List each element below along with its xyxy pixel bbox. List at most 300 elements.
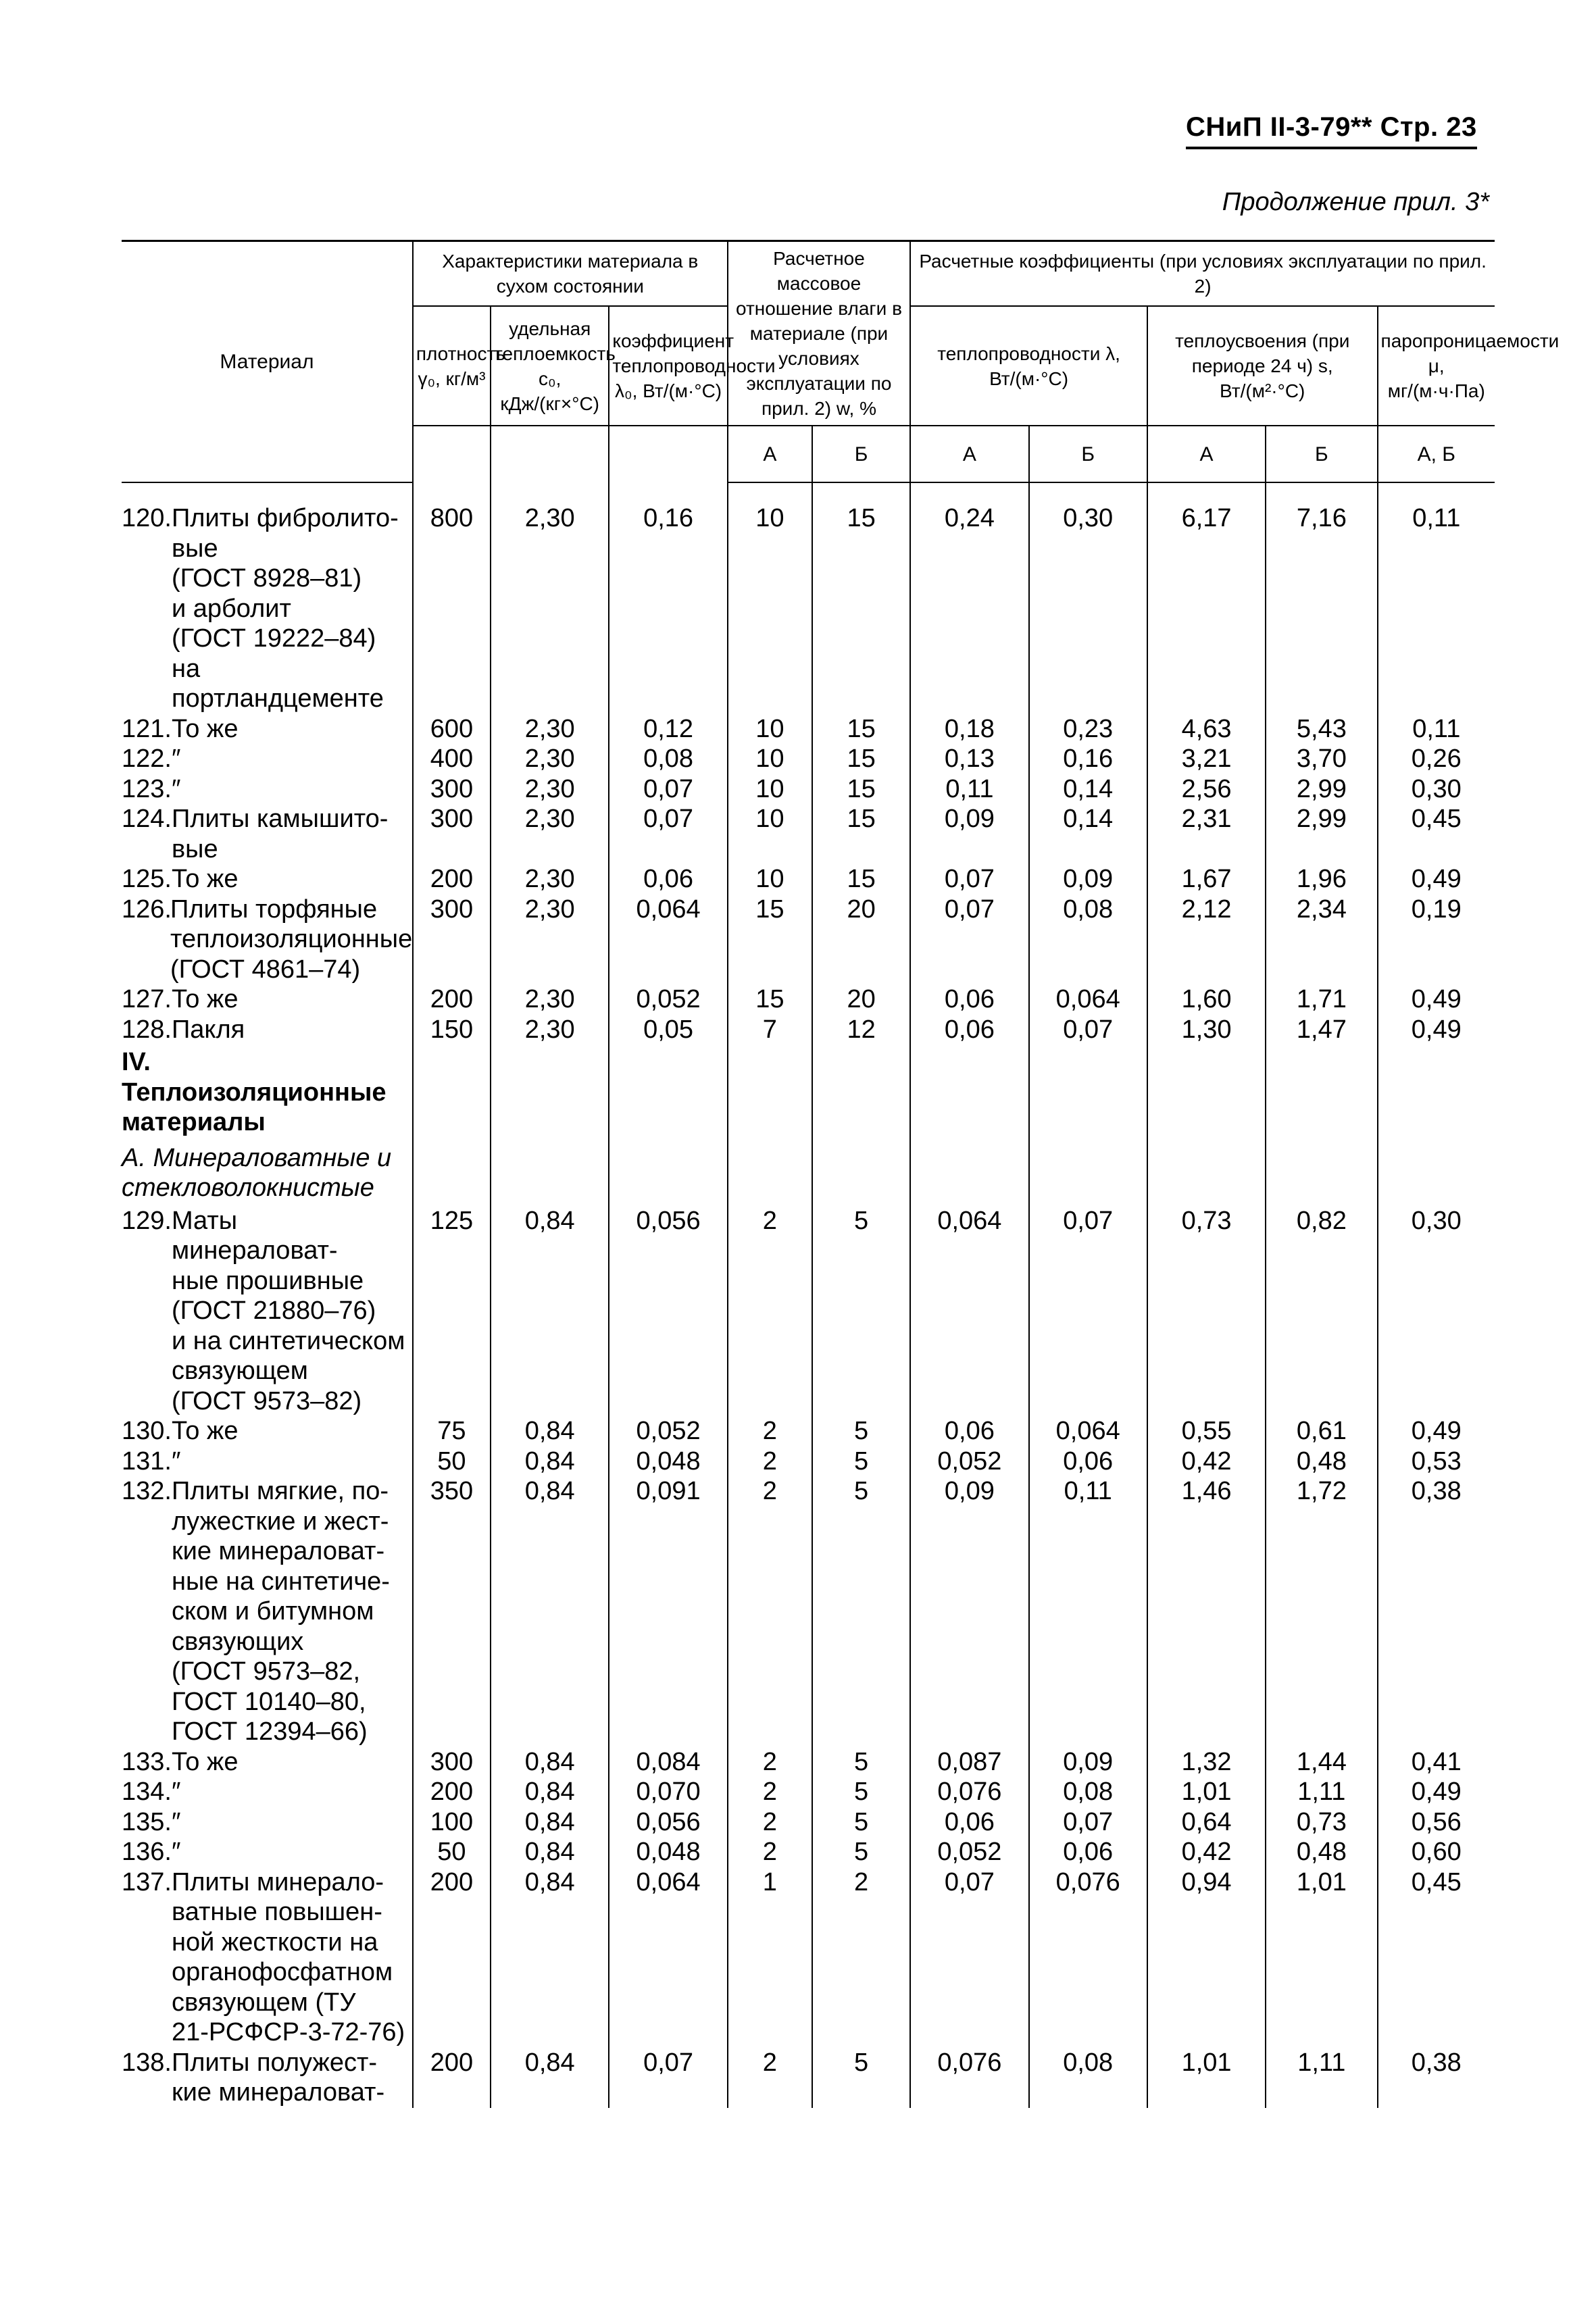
cell-moisture-a: 2: [728, 1837, 812, 1867]
cell-heat-capacity: [491, 1045, 609, 1140]
table-row: [122, 774, 1495, 805]
row-number: 124.: [122, 805, 172, 833]
cell-lambda-b: [1029, 1140, 1147, 1206]
cell-s-a: [1147, 1045, 1266, 1140]
material-name-line: и на синтетическом: [171, 1326, 405, 1355]
cell-heat-capacity: 0,84: [491, 1747, 609, 1778]
cell-s-a: [1147, 1140, 1266, 1206]
row-number: 120.: [122, 504, 172, 532]
continuation-note: Продолжение прил. 3*: [1222, 188, 1489, 216]
material-name-line: органофосфатном: [171, 1958, 393, 1986]
table-row: [122, 503, 1495, 714]
cell-moisture-a: 2: [728, 1747, 812, 1778]
material-name: [172, 1867, 408, 2048]
cell-mu: 0,56: [1378, 1807, 1495, 1838]
row-number: 127.: [122, 985, 172, 1013]
cell-lambda-b: 0,07: [1029, 1015, 1147, 1045]
cell-lambda-b: 0,06: [1029, 1837, 1147, 1867]
header-letter-w-b: Б: [812, 426, 910, 482]
spacer-cell: [1029, 482, 1147, 503]
cell-s-b: 2,99: [1266, 774, 1377, 805]
material-name: [172, 503, 408, 714]
page-header: СНиП II-3-79** Стр. 23: [1186, 112, 1477, 149]
cell-density: 100: [413, 1807, 491, 1838]
cell-s-b: 3,70: [1266, 744, 1377, 774]
material-cell: [122, 1206, 413, 1417]
cell-heat-capacity: 0,84: [491, 1206, 609, 1417]
cell-conductivity-dry: 0,048: [609, 1447, 727, 1477]
table-spacer-row: [122, 482, 1495, 503]
cell-moisture-b: 20: [812, 895, 910, 985]
cell-s-a: 2,56: [1147, 774, 1266, 805]
cell-lambda-a: 0,052: [910, 1837, 1028, 1867]
cell-lambda-a: 0,07: [910, 1867, 1028, 2048]
material-cell: [122, 2048, 413, 2108]
section-title-text: А. Минераловатные и стекловолокнистые: [122, 1143, 392, 1202]
cell-moisture-a: 2: [728, 1416, 812, 1447]
cell-moisture-b: 5: [812, 1807, 910, 1838]
cell-lambda-a: [910, 1140, 1028, 1206]
material-name-line: ″: [171, 745, 181, 773]
cell-lambda-b: 0,076: [1029, 1867, 1147, 2048]
table-row: [122, 1807, 1495, 1838]
cell-mu: 0,49: [1378, 984, 1495, 1015]
material-name-line: (ГОСТ 19222–84): [171, 624, 376, 653]
cell-lambda-a: 0,07: [910, 895, 1028, 985]
material-cell: [122, 1015, 413, 1045]
cell-s-a: 0,73: [1147, 1206, 1266, 1417]
row-number: 134.: [122, 1778, 172, 1806]
table-row: [122, 1206, 1495, 1417]
material-name-line: То же: [171, 714, 239, 743]
cell-s-b: 7,16: [1266, 503, 1377, 714]
header-heat-capacity: удельная теплоемкость c₀, кДж/(кг×°C): [491, 306, 609, 426]
spacer-cell: [728, 482, 812, 503]
cell-lambda-b: 0,08: [1029, 2048, 1147, 2108]
cell-conductivity-dry: 0,07: [609, 774, 727, 805]
cell-s-a: 0,42: [1147, 1837, 1266, 1867]
section-row: [122, 1140, 1495, 1206]
header-letter-s-b: Б: [1266, 426, 1377, 482]
header-conductivity-dry: коэффициент теплопроводности λ₀, Вт/(м·°C): [609, 306, 727, 426]
cell-moisture-b: 5: [812, 1416, 910, 1447]
section-title: [122, 1140, 413, 1206]
cell-heat-capacity: 2,30: [491, 503, 609, 714]
cell-s-b: [1266, 1140, 1377, 1206]
cell-s-a: 1,30: [1147, 1015, 1266, 1045]
cell-s-a: 1,01: [1147, 1777, 1266, 1807]
material-name: [172, 1206, 408, 1417]
cell-lambda-a: 0,06: [910, 1416, 1028, 1447]
cell-moisture-a: 2: [728, 1447, 812, 1477]
cell-mu: 0,49: [1378, 1015, 1495, 1045]
cell-s-b: 2,99: [1266, 804, 1377, 864]
header-density: плотность γ₀, кг/м³: [413, 306, 491, 426]
cell-s-a: 1,32: [1147, 1747, 1266, 1778]
spacer-cell: [1266, 482, 1377, 503]
cell-moisture-b: 15: [812, 774, 910, 805]
material-name-line: и арболит: [171, 594, 291, 623]
cell-lambda-b: 0,09: [1029, 864, 1147, 895]
cell-heat-capacity: 2,30: [491, 984, 609, 1015]
table-row: [122, 1837, 1495, 1867]
cell-s-b: 1,47: [1266, 1015, 1377, 1045]
cell-moisture-a: 10: [728, 714, 812, 745]
cell-s-a: 0,64: [1147, 1807, 1266, 1838]
cell-heat-capacity: 2,30: [491, 864, 609, 895]
cell-lambda-b: 0,08: [1029, 895, 1147, 985]
cell-lambda-a: 0,06: [910, 1015, 1028, 1045]
cell-lambda-a: 0,052: [910, 1447, 1028, 1477]
cell-s-a: 3,21: [1147, 744, 1266, 774]
cell-moisture-b: 5: [812, 2048, 910, 2108]
material-name-line: вые: [171, 834, 218, 863]
cell-moisture-a: 7: [728, 1015, 812, 1045]
cell-mu: 0,49: [1378, 1416, 1495, 1447]
header-mu: паропроницаемости μ, мг/(м·ч·Па): [1378, 306, 1495, 426]
material-cell: [122, 1747, 413, 1778]
material-name-line: вые: [171, 534, 218, 563]
material-name-line: ГОСТ 10140–80,: [171, 1687, 366, 1716]
cell-moisture-b: [812, 1140, 910, 1206]
cell-mu: 0,30: [1378, 1206, 1495, 1417]
material-cell: [122, 804, 413, 864]
cell-mu: 0,11: [1378, 503, 1495, 714]
cell-density: 300: [413, 804, 491, 864]
cell-s-a: 1,60: [1147, 984, 1266, 1015]
header-letter-lambda-a: А: [910, 426, 1028, 482]
cell-moisture-b: 5: [812, 1447, 910, 1477]
row-number: 130.: [122, 1417, 172, 1445]
cell-s-a: 6,17: [1147, 503, 1266, 714]
header-coef-group: Расчетные коэффициенты (при условиях эксплуатации по прил. 2): [910, 241, 1495, 307]
spacer-cell: [122, 482, 413, 503]
cell-conductivity-dry: 0,091: [609, 1476, 727, 1747]
cell-lambda-b: 0,11: [1029, 1476, 1147, 1747]
cell-lambda-a: 0,13: [910, 744, 1028, 774]
material-name-line: ные прошивные: [171, 1266, 364, 1295]
cell-moisture-b: 20: [812, 984, 910, 1015]
spacer-cell: [1147, 482, 1266, 503]
table-row: [122, 1416, 1495, 1447]
material-name-line: ″: [171, 1838, 181, 1866]
cell-lambda-b: 0,14: [1029, 774, 1147, 805]
row-number: 121.: [122, 714, 172, 743]
cell-s-a: 1,67: [1147, 864, 1266, 895]
cell-conductivity-dry: 0,084: [609, 1747, 727, 1778]
row-number: 132.: [122, 1477, 172, 1505]
header-letter-lambda-b: Б: [1029, 426, 1147, 482]
cell-moisture-b: 15: [812, 503, 910, 714]
header-empty-2: [491, 426, 609, 482]
cell-heat-capacity: 2,30: [491, 1015, 609, 1045]
spacer-cell: [812, 482, 910, 503]
header-moisture: Расчетное массовое отношение влаги в материале (при условиях эксплуатации по прил. 2) w, %: [728, 241, 911, 426]
cell-s-a: 4,63: [1147, 714, 1266, 745]
cell-conductivity-dry: [609, 1140, 727, 1206]
material-name: [172, 1837, 408, 1867]
cell-conductivity-dry: 0,064: [609, 1867, 727, 2048]
table-row: [122, 1867, 1495, 2048]
cell-conductivity-dry: 0,07: [609, 804, 727, 864]
cell-mu: 0,19: [1378, 895, 1495, 985]
cell-lambda-b: 0,08: [1029, 1777, 1147, 1807]
material-name-line: кие минераловат-: [171, 1537, 385, 1565]
section-row: [122, 1045, 1495, 1140]
cell-moisture-a: 1: [728, 1867, 812, 2048]
cell-lambda-b: 0,064: [1029, 1416, 1147, 1447]
cell-lambda-b: 0,06: [1029, 1447, 1147, 1477]
material-name-line: на портландцементе: [171, 654, 384, 713]
cell-s-a: 0,94: [1147, 1867, 1266, 2048]
cell-conductivity-dry: 0,06: [609, 864, 727, 895]
material-name: [172, 714, 408, 745]
cell-lambda-a: 0,076: [910, 2048, 1028, 2108]
material-name-line: (ГОСТ 9573–82,: [171, 1657, 361, 1686]
cell-lambda-a: 0,06: [910, 1807, 1028, 1838]
material-cell: [122, 774, 413, 805]
cell-moisture-a: 10: [728, 864, 812, 895]
cell-density: 200: [413, 1867, 491, 2048]
cell-moisture-a: 10: [728, 804, 812, 864]
table-row: [122, 744, 1495, 774]
material-name: [172, 1476, 408, 1747]
cell-moisture-b: [812, 1045, 910, 1140]
header-material: Материал: [122, 241, 413, 483]
row-number: 129.: [122, 1206, 172, 1235]
cell-mu: 0,49: [1378, 1777, 1495, 1807]
material-name-line: 21-РСФСР-3-72-76): [171, 2018, 405, 2046]
material-cell: [122, 1807, 413, 1838]
cell-s-b: 0,61: [1266, 1416, 1377, 1447]
material-name-line: теплоизоляционные: [170, 925, 413, 953]
material-name: [172, 804, 408, 864]
material-name: [172, 1747, 408, 1778]
material-name-line: ″: [171, 1778, 181, 1806]
cell-s-a: 0,55: [1147, 1416, 1266, 1447]
cell-density: 50: [413, 1837, 491, 1867]
row-number: 125.: [122, 865, 172, 893]
cell-s-b: 0,48: [1266, 1447, 1377, 1477]
material-name-line: ″: [171, 1447, 181, 1476]
material-name-line: Плиты фибролито-: [171, 504, 399, 532]
header-empty-3: [609, 426, 727, 482]
cell-lambda-a: 0,07: [910, 864, 1028, 895]
cell-density: 150: [413, 1015, 491, 1045]
cell-density: 200: [413, 2048, 491, 2108]
cell-density: 350: [413, 1476, 491, 1747]
cell-density: 125: [413, 1206, 491, 1417]
cell-heat-capacity: 0,84: [491, 1867, 609, 2048]
cell-density: [413, 1045, 491, 1140]
cell-moisture-a: 15: [728, 895, 812, 985]
cell-moisture-a: 10: [728, 503, 812, 714]
cell-conductivity-dry: [609, 1045, 727, 1140]
cell-lambda-a: 0,076: [910, 1777, 1028, 1807]
material-name-line: То же: [171, 865, 239, 893]
cell-mu: 0,53: [1378, 1447, 1495, 1477]
cell-conductivity-dry: 0,064: [609, 895, 727, 985]
row-number: 137.: [122, 1867, 172, 1896]
cell-density: 300: [413, 895, 491, 985]
header-letter-mu-ab: А, Б: [1378, 426, 1495, 482]
spacer-cell: [1378, 482, 1495, 503]
cell-density: 600: [413, 714, 491, 745]
table-row: [122, 2048, 1495, 2108]
row-number: 128.: [122, 1015, 172, 1044]
material-name-line: ″: [171, 1807, 181, 1836]
material-name-line: Плиты камышито-: [171, 805, 389, 833]
cell-moisture-a: 2: [728, 1206, 812, 1417]
material-cell: [122, 1476, 413, 1747]
material-name: [172, 1416, 408, 1447]
material-name: [170, 895, 412, 985]
cell-moisture-a: 2: [728, 1777, 812, 1807]
cell-mu: 0,49: [1378, 864, 1495, 895]
cell-s-b: 1,71: [1266, 984, 1377, 1015]
material-cell: [122, 864, 413, 895]
row-number: 131.: [122, 1447, 172, 1476]
material-name-line: То же: [171, 1417, 239, 1445]
material-name: [172, 2048, 408, 2108]
materials-table: [122, 240, 1560, 2108]
material-name-line: Плиты полужест-: [171, 2048, 378, 2077]
cell-s-b: 1,72: [1266, 1476, 1377, 1747]
cell-s-a: 0,42: [1147, 1447, 1266, 1477]
row-number: 133.: [122, 1747, 172, 1776]
cell-mu: 0,41: [1378, 1747, 1495, 1778]
table-row: [122, 714, 1495, 745]
material-name: [172, 864, 408, 895]
cell-s-b: 5,43: [1266, 714, 1377, 745]
section-title: [122, 1045, 413, 1140]
header-lambda: теплопроводности λ, Вт/(м·°C): [910, 306, 1147, 426]
material-name-line: (ГОСТ 21880–76): [171, 1297, 376, 1325]
cell-density: [413, 1140, 491, 1206]
cell-heat-capacity: 0,84: [491, 2048, 609, 2108]
table-row: [122, 1476, 1495, 1747]
cell-mu: 0,38: [1378, 1476, 1495, 1747]
cell-lambda-b: 0,07: [1029, 1807, 1147, 1838]
material-name-line: ″: [171, 774, 181, 803]
cell-density: 300: [413, 774, 491, 805]
material-name-line: То же: [171, 1747, 239, 1776]
cell-moisture-b: 5: [812, 1747, 910, 1778]
cell-s-a: 1,01: [1147, 2048, 1266, 2108]
cell-moisture-b: 15: [812, 714, 910, 745]
spacer-cell: [413, 482, 491, 503]
cell-s-b: 2,34: [1266, 895, 1377, 985]
cell-moisture-b: 5: [812, 1777, 910, 1807]
cell-mu: [1378, 1140, 1495, 1206]
cell-moisture-b: 15: [812, 804, 910, 864]
cell-conductivity-dry: 0,05: [609, 1015, 727, 1045]
cell-s-a: 2,31: [1147, 804, 1266, 864]
cell-heat-capacity: 0,84: [491, 1777, 609, 1807]
material-name-line: Плиты торфяные: [170, 895, 378, 924]
cell-conductivity-dry: 0,056: [609, 1206, 727, 1417]
material-name: [172, 1807, 408, 1838]
header-letter-s-a: А: [1147, 426, 1266, 482]
row-number: 122.: [122, 745, 172, 773]
material-name-line: кие минераловат-: [171, 2078, 385, 2107]
cell-lambda-b: 0,064: [1029, 984, 1147, 1015]
cell-moisture-b: 15: [812, 864, 910, 895]
cell-heat-capacity: 2,30: [491, 804, 609, 864]
material-name-line: связующих: [171, 1627, 304, 1656]
cell-heat-capacity: 0,84: [491, 1807, 609, 1838]
material-cell: [122, 1837, 413, 1867]
cell-s-b: 1,11: [1266, 1777, 1377, 1807]
cell-lambda-a: 0,24: [910, 503, 1028, 714]
cell-lambda-a: 0,18: [910, 714, 1028, 745]
cell-s-b: 1,44: [1266, 1747, 1377, 1778]
material-name-line: ском и битумном: [171, 1597, 374, 1626]
cell-s-b: 0,73: [1266, 1807, 1377, 1838]
spacer-cell: [609, 482, 727, 503]
cell-heat-capacity: 2,30: [491, 774, 609, 805]
row-number: 135.: [122, 1807, 172, 1836]
cell-moisture-b: 5: [812, 1837, 910, 1867]
cell-moisture-a: 15: [728, 984, 812, 1015]
material-name-line: ГОСТ 12394–66): [171, 1717, 368, 1746]
cell-moisture-a: 2: [728, 1476, 812, 1747]
spacer-cell: [491, 482, 609, 503]
spacer-cell: [910, 482, 1028, 503]
material-name: [172, 1777, 408, 1807]
material-name-line: (ГОСТ 4861–74): [170, 955, 361, 984]
material-cell: [122, 1447, 413, 1477]
cell-lambda-b: 0,09: [1029, 1747, 1147, 1778]
material-cell: [122, 984, 413, 1015]
cell-s-a: 1,46: [1147, 1476, 1266, 1747]
cell-density: 300: [413, 1747, 491, 1778]
cell-s-b: 0,48: [1266, 1837, 1377, 1867]
cell-lambda-b: 0,23: [1029, 714, 1147, 745]
cell-heat-capacity: 2,30: [491, 744, 609, 774]
cell-lambda-b: [1029, 1045, 1147, 1140]
row-number: 126.: [122, 895, 172, 924]
cell-moisture-b: 5: [812, 1206, 910, 1417]
header-empty-1: [413, 426, 491, 482]
material-cell: [122, 1777, 413, 1807]
cell-moisture-a: 10: [728, 744, 812, 774]
cell-conductivity-dry: 0,16: [609, 503, 727, 714]
table-row: [122, 1015, 1495, 1045]
material-name-line: ные на синтетиче-: [171, 1567, 390, 1596]
cell-moisture-a: [728, 1045, 812, 1140]
cell-lambda-a: 0,064: [910, 1206, 1028, 1417]
material-cell: [122, 714, 413, 745]
row-number: 138.: [122, 2048, 172, 2077]
material-cell: [122, 744, 413, 774]
cell-moisture-b: 15: [812, 744, 910, 774]
cell-lambda-b: 0,16: [1029, 744, 1147, 774]
cell-mu: 0,11: [1378, 714, 1495, 745]
cell-conductivity-dry: 0,052: [609, 1416, 727, 1447]
cell-mu: 0,38: [1378, 2048, 1495, 2108]
material-name-line: То же: [171, 985, 239, 1013]
material-name-line: Плиты мягкие, по-: [171, 1477, 389, 1505]
material-name: [172, 744, 408, 774]
cell-moisture-a: 2: [728, 1807, 812, 1838]
cell-conductivity-dry: 0,12: [609, 714, 727, 745]
cell-density: 200: [413, 984, 491, 1015]
cell-density: 800: [413, 503, 491, 714]
cell-heat-capacity: 2,30: [491, 895, 609, 985]
table-row: [122, 984, 1495, 1015]
cell-density: 200: [413, 1777, 491, 1807]
